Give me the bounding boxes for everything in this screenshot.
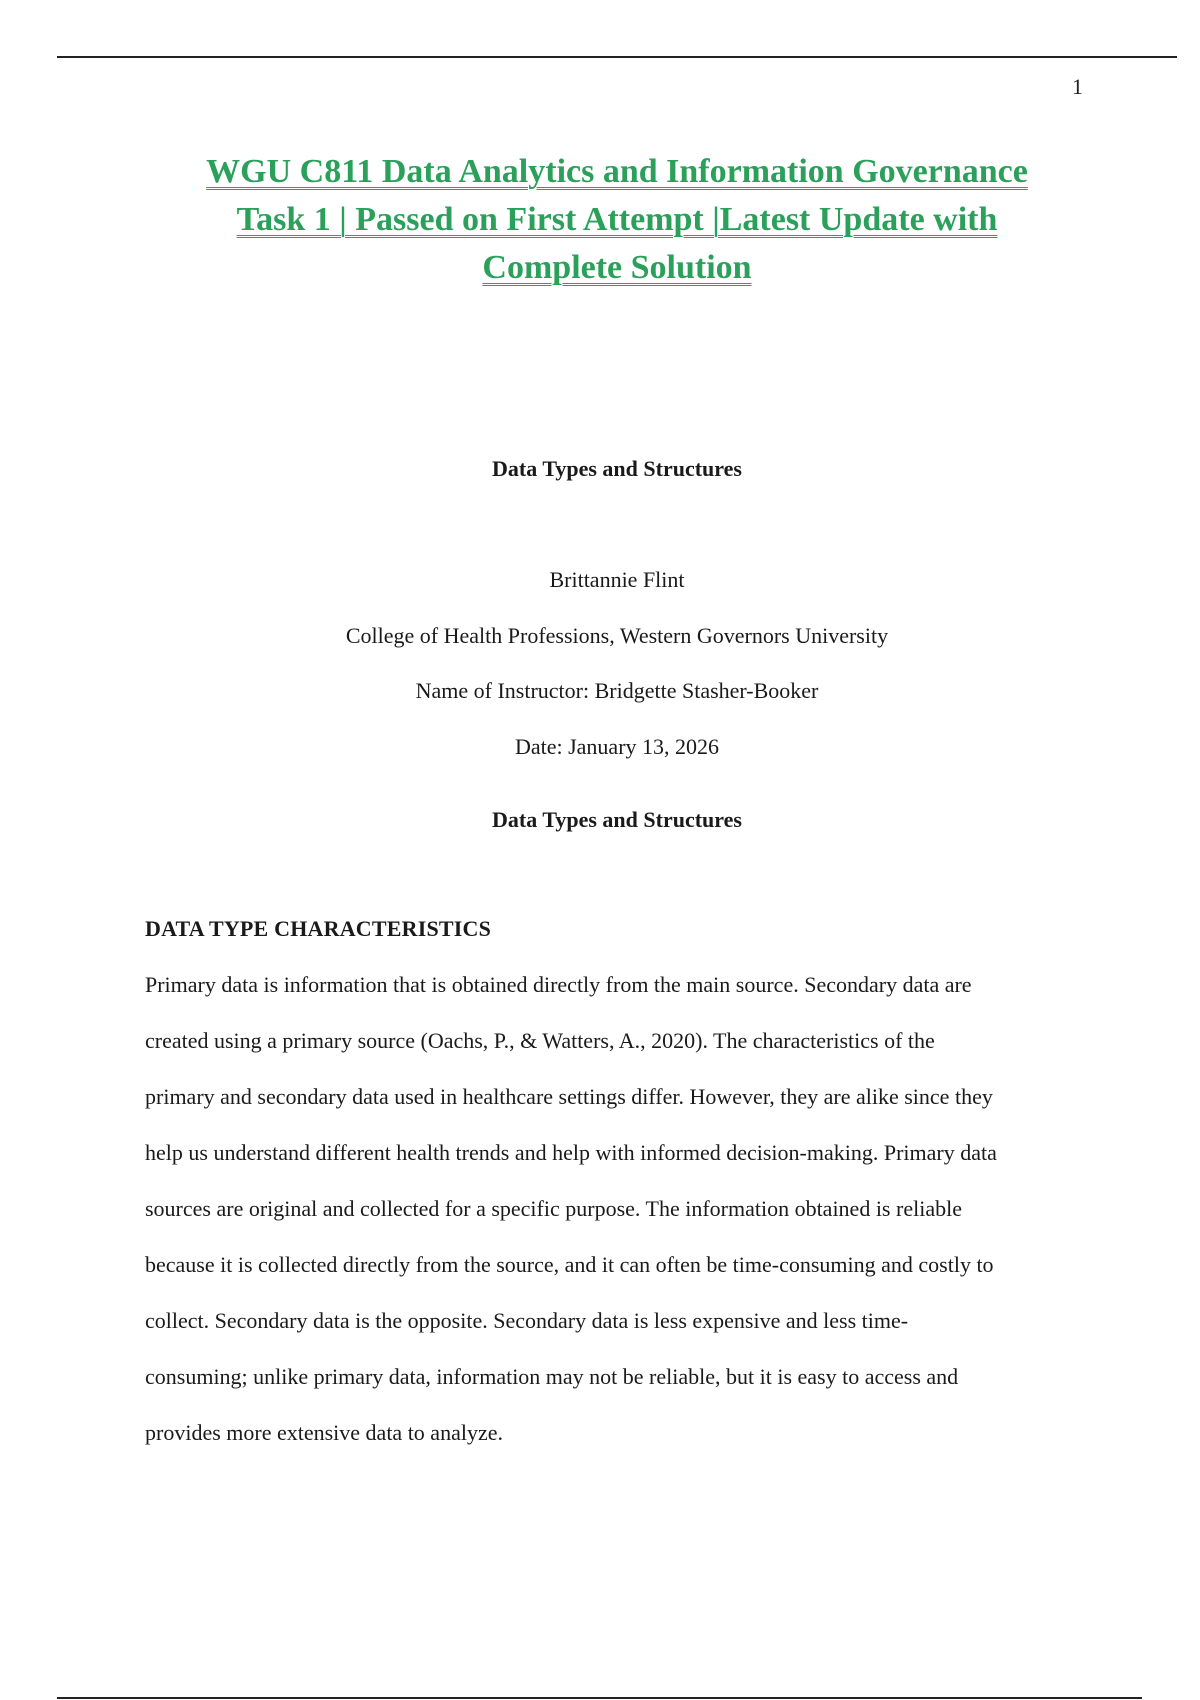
- instructor: Name of Instructor: Bridgette Stasher-Booker: [415, 678, 819, 703]
- institution: College of Health Professions, Western Governors University: [345, 623, 889, 648]
- date: Date: January 13, 2026: [514, 734, 720, 759]
- title-line-3-text[interactable]: Complete Solution: [482, 249, 752, 286]
- paragraph-line: sources are original and collected for a specific purpose. The information obtained is reliable: [145, 1196, 962, 1221]
- paragraph-line: provides more extensive data to analyze.: [145, 1420, 503, 1445]
- header-rule: [57, 56, 1177, 58]
- paragraph-line: Primary data is information that is obtained directly from the main source. Secondary data are: [145, 972, 972, 997]
- paragraph-line: because it is collected directly from the source, and it can often be time-consuming and costly to: [145, 1252, 994, 1277]
- title-line-2: [150, 196, 1084, 244]
- section-heading: DATA TYPE CHARACTERISTICS: [145, 916, 492, 941]
- paragraph-line: consuming; unlike primary data, information may not be reliable, but it is easy to access and: [145, 1364, 959, 1389]
- author-name: Brittannie Flint: [549, 567, 685, 592]
- document-title[interactable]: [150, 148, 1084, 292]
- footer-rule: [57, 1697, 1142, 1699]
- paper-title: Data Types and Structures: [492, 456, 742, 481]
- title-line-1-text[interactable]: WGU C811 Data Analytics and Information Governance: [206, 153, 1028, 190]
- title-line-2-text[interactable]: Task 1 | Passed on First Attempt |Latest Update with: [236, 201, 998, 238]
- paragraph-line: primary and secondary data used in healthcare settings differ. However, they are alike since they: [145, 1084, 993, 1109]
- paragraph-line: help us understand different health trends and help with informed decision-making. Primary data: [145, 1140, 997, 1165]
- title-line-1: [150, 148, 1084, 196]
- page-number: 1: [1072, 74, 1083, 99]
- paragraph-line: collect. Secondary data is the opposite. Secondary data is less expensive and less time-: [145, 1308, 909, 1333]
- body-paragraph: [145, 970, 1095, 1474]
- title-line-3: [150, 244, 1084, 292]
- repeat-title: Data Types and Structures: [492, 807, 742, 832]
- paragraph-line: created using a primary source (Oachs, P., & Watters, A., 2020). The characteristics of the: [145, 1028, 935, 1053]
